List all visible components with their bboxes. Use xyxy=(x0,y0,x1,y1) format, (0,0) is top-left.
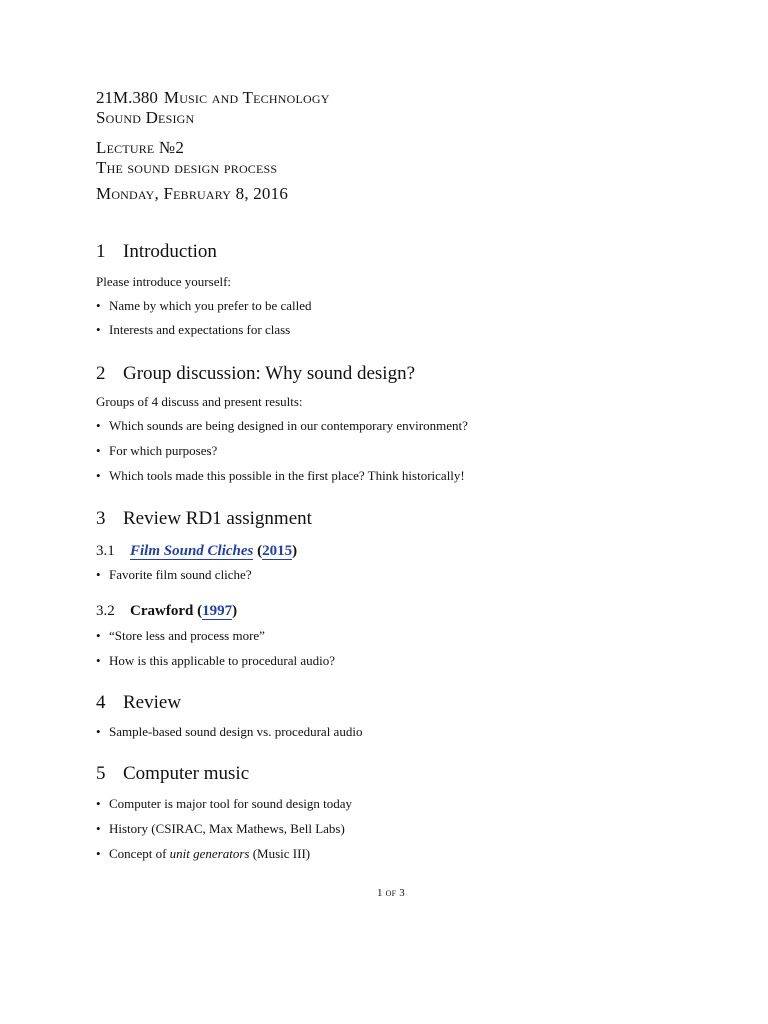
citation-close: ) xyxy=(232,603,238,619)
bullet-icon: • xyxy=(96,796,101,811)
subsection-number: 3.1 xyxy=(96,543,115,559)
section-heading xyxy=(96,241,217,263)
list-item xyxy=(96,322,290,338)
section-heading xyxy=(96,363,415,385)
lecture-topic: The sound design process xyxy=(96,158,278,177)
list-item xyxy=(96,628,265,644)
list-item-text: Name by which you prefer to be called xyxy=(109,298,312,313)
bullet-icon: • xyxy=(96,468,101,483)
section-title: Computer music xyxy=(123,763,250,784)
section-number: 1 xyxy=(96,241,106,262)
list-item xyxy=(96,796,352,812)
course-code: 21M.380 xyxy=(96,88,158,107)
list-item xyxy=(96,567,252,583)
list-item-text: History (CSIRAC, Max Mathews, Bell Labs) xyxy=(109,821,345,836)
bullet-icon: • xyxy=(96,567,101,582)
bullet-icon: • xyxy=(96,628,101,643)
list-item xyxy=(96,418,468,434)
bullet-icon: • xyxy=(96,443,101,458)
bullet-icon: • xyxy=(96,298,101,313)
section-number: 2 xyxy=(96,363,106,384)
citation-close: ) xyxy=(292,543,298,559)
concept-post: (Music III) xyxy=(249,846,311,861)
list-item-text: How is this applicable to procedural audio? xyxy=(109,653,335,668)
section-title: Review RD1 assignment xyxy=(123,508,312,529)
film-sound-cliches-link[interactable]: Film Sound Cliches xyxy=(130,543,254,559)
list-item-text: Computer is major tool for sound design today xyxy=(109,796,353,811)
list-item xyxy=(96,468,465,484)
citation-year-link[interactable]: 1997 xyxy=(202,603,233,619)
citation-year-link[interactable]: 2015 xyxy=(262,543,293,559)
list-item xyxy=(96,821,345,837)
section-heading xyxy=(96,508,312,530)
bullet-icon: • xyxy=(96,821,101,836)
section-heading xyxy=(96,692,181,714)
subsection-heading xyxy=(96,602,237,620)
subsection-number: 3.2 xyxy=(96,603,115,619)
course-name: Music and Technology xyxy=(163,88,330,107)
section-number: 3 xyxy=(96,508,106,529)
subsection-heading xyxy=(96,542,297,560)
course-title xyxy=(96,88,330,108)
course-subject: Sound Design xyxy=(96,108,195,127)
list-item-text: For which purposes? xyxy=(109,443,218,458)
section-intro: Please introduce yourself: xyxy=(96,274,232,289)
lecture-date: Monday, February 8, 2016 xyxy=(96,184,289,203)
section-heading xyxy=(96,763,249,785)
list-item-text: “Store less and process more” xyxy=(109,628,265,643)
section-title: Group discussion: Why sound design? xyxy=(123,363,416,384)
list-item xyxy=(96,443,217,459)
bullet-icon: • xyxy=(96,724,101,739)
list-item xyxy=(96,724,362,740)
bullet-icon: • xyxy=(96,846,101,861)
section-title: Introduction xyxy=(123,241,217,262)
section-number: 5 xyxy=(96,763,106,784)
list-item xyxy=(96,653,335,669)
list-item-text: Sample-based sound design vs. procedural audio xyxy=(109,724,363,739)
section-number: 4 xyxy=(96,692,106,713)
concept-term: unit generators xyxy=(169,846,250,861)
list-item xyxy=(96,846,310,862)
list-item-text: Which tools made this possible in the first place? Think historically! xyxy=(109,468,465,483)
list-item xyxy=(96,298,312,314)
section-intro: Groups of 4 discuss and present results: xyxy=(96,394,303,409)
section-title: Review xyxy=(123,692,182,713)
lecture-notes-page xyxy=(96,0,696,1024)
list-item-text: Interests and expectations for class xyxy=(109,322,291,337)
list-item-text: Which sounds are being designed in our contemporary environment? xyxy=(109,418,468,433)
subsection-title: Crawford xyxy=(130,603,194,619)
concept-pre: Concept of xyxy=(109,846,170,861)
citation-open: ( xyxy=(257,543,263,559)
bullet-icon: • xyxy=(96,418,101,433)
list-item-text: Favorite film sound cliche? xyxy=(109,567,252,582)
bullet-icon: • xyxy=(96,322,101,337)
citation-open: ( xyxy=(197,603,203,619)
bullet-icon: • xyxy=(96,653,101,668)
page-number: 1 of 3 xyxy=(377,887,405,899)
lecture-number: Lecture №2 xyxy=(96,138,185,157)
